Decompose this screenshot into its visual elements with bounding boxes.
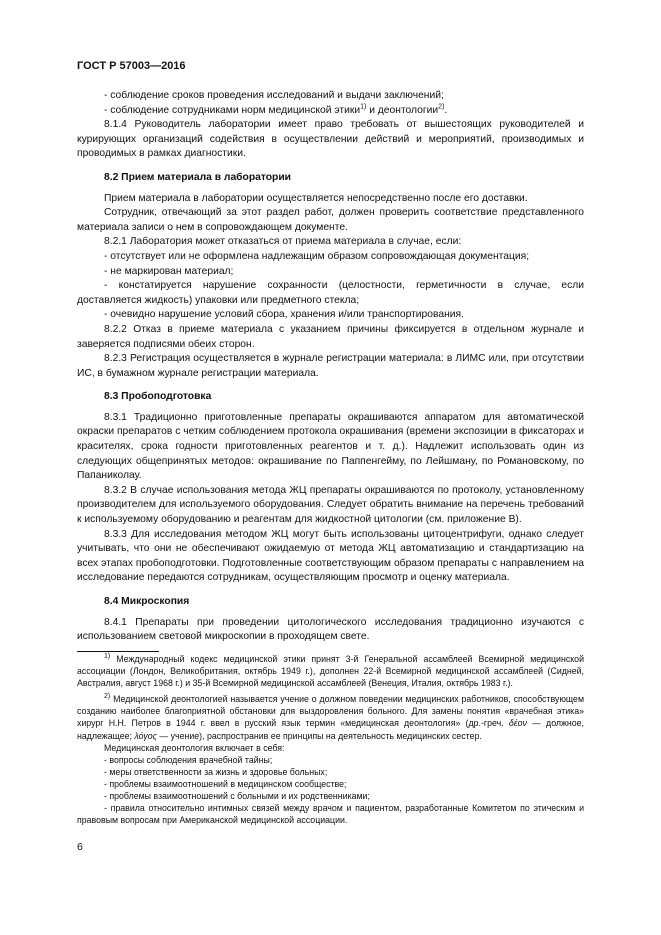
list-item: - проблемы взаимоотношений с больными и их родственниками; — [104, 791, 370, 802]
list-item: - меры ответственности за жизнь и здоровье больных; — [104, 766, 328, 777]
list-item: - вопросы соблюдения врачебной тайны; — [104, 754, 273, 765]
footnote-divider — [77, 651, 159, 652]
list-item: - отсутствует или не оформлена надлежащим образом сопровождающая документация; — [104, 250, 530, 262]
list-item: - констатируется нарушение сохранности (целостности, герметичности в случае, если доставляется жидкость) упаковки или предметного стекла; — [77, 280, 584, 306]
footnote-mark: 2) — [104, 693, 111, 701]
list-item: - проблемы взаимоотношений в медицинском сообществе; — [104, 778, 347, 789]
paragraph-8-3-3: 8.3.3 Для исследования методом ЖЦ могут быть использованы цитоцентрифуги, однако следует учитывать, что они не обеспечивают ожидаемую от метода ЖЦ автоматизацию и стандартизацию на всех этапах пробоподготовки. Подготовленные соответствующим образом препараты с направлением на исследование передаются сотрудникам, осуществляющим просмотр и оценку материала. — [77, 528, 584, 584]
footnote-ref: 1) — [360, 103, 367, 111]
section-heading: 8.2 Прием материала в лаборатории — [104, 171, 291, 183]
section-heading: 8.4 Микроскопия — [104, 596, 190, 607]
main-text — [77, 89, 584, 645]
footnotes — [77, 651, 584, 826]
paragraph-8-2-2: 8.2.2 Отказ в приеме материала с указанием причины фиксируется в отдельном журнале и заверяется подписями обеих сторон. — [77, 323, 584, 350]
paragraph: Сотрудник, отвечающий за этот раздел работ, должен проверить соответствие представленного материала записи о нем в сопровождающем документе. — [77, 207, 584, 233]
list-item: - правила относительно интимных связей между врачом и пациентом, разработанные Комитетом по этическим и правовым вопросам при Американской медицинской ассоциации. — [77, 803, 584, 826]
greek-term: δέον — [508, 718, 527, 729]
footnote-ref: 2) — [438, 103, 445, 111]
paragraph-8-1-4: 8.1.4 Руководитель лаборатории имеет право требовать от вышестоящих руководителей и курирующих организаций содействия в осуществлении действий и мероприятий, производимых и проводимых в рамках диагностики. — [77, 119, 584, 160]
section-heading: 8.3 Пробоподготовка — [104, 391, 212, 403]
paragraph-8-3-1: 8.3.1 Традиционно приготовленные препараты окрашиваются аппаратом для автоматической окраски препаратов с четким соблюдением протокола окрашивания (времени экспозиции в фиксаторах и красителях, срока годности приготовленных реагентов и т. д.). Надлежит использовать один из следующих общепринятых методов: окрашивание по Паппенгейму, по Лейшману, по Романовскому, по Папаниколау. — [77, 411, 584, 482]
footnote-1: $^{1)}$ Международный кодекс медицинской этики принят 3-й Генеральной ассамблеей Всемирной медицинской ассоциации (Лондон, Великобритания, октябрь 1949 г.), дополнен 22-й Всемирной медицинской ассамблеей (Сидней, Австралия, август 1968 г.) и 35-й Всемирной медицинской ассамблеей (Венеция, Италия, октябрь 1983 г.). — [77, 653, 584, 689]
footnote-paragraph: Медицинская деонтология включает в себя: — [104, 742, 285, 753]
paragraph-8-3-2: 8.3.2 В случае использования метода ЖЦ препараты окрашиваются по протоколу, установленному производителем для используемого оборудования. Следует обратить внимание на перечень требований к используемому оборудованию и реагентам для жидкостной цитологии (см. приложение В). — [77, 484, 584, 526]
paragraph-8-2-1: 8.2.1 Лаборатория может отказаться от приема материала в случае, если: — [104, 236, 462, 248]
list-item: - не маркирован материал; — [104, 265, 234, 277]
page-number: 6 — [77, 841, 83, 853]
paragraph-8-4-1: 8.4.1 Препараты при проведении цитологического исследования традиционно изучаются с использованием световой микроскопии в проходящем свете. — [77, 616, 584, 643]
list-item: - очевидно нарушение условий сбора, хранения и/или транспортирования. — [104, 309, 464, 321]
document-header: ГОСТ Р 57003—2016 — [77, 60, 186, 72]
list-item: - соблюдение сотрудниками норм медицинской этики$^{1)}$ и деонтологии$^{2)}$. — [104, 103, 448, 116]
greek-term: λόγος — [134, 730, 157, 741]
paragraph: Прием материала в лаборатории осуществляется непосредственно после его доставки. — [104, 192, 528, 204]
footnote-mark: 1) — [104, 653, 111, 661]
paragraph-8-2-3: 8.2.3 Регистрация осуществляется в журнале регистрации материала: в ЛИМС или, при отсутствии ИС, в бумажном журнале регистрации материала. — [77, 353, 584, 379]
list-item: - соблюдение сроков проведения исследований и выдачи заключений; — [104, 90, 444, 101]
footnote-2: $^{2)}$ Медицинской деонтологией называется учение о должном поведении медицинских работников, способствующем созданию наиболее благоприятной обстановки для выздоровления больного. Для замены понятия «врачебная этика» хирург Н.Н. Петров в 1944 г. ввел в русский язык термин «медицинская деонтология» (др.-греч. δέον — должное, надлежащее; λόγος — учение), распространив ее принципы на деятельность медицинских сестер. — [77, 693, 584, 741]
